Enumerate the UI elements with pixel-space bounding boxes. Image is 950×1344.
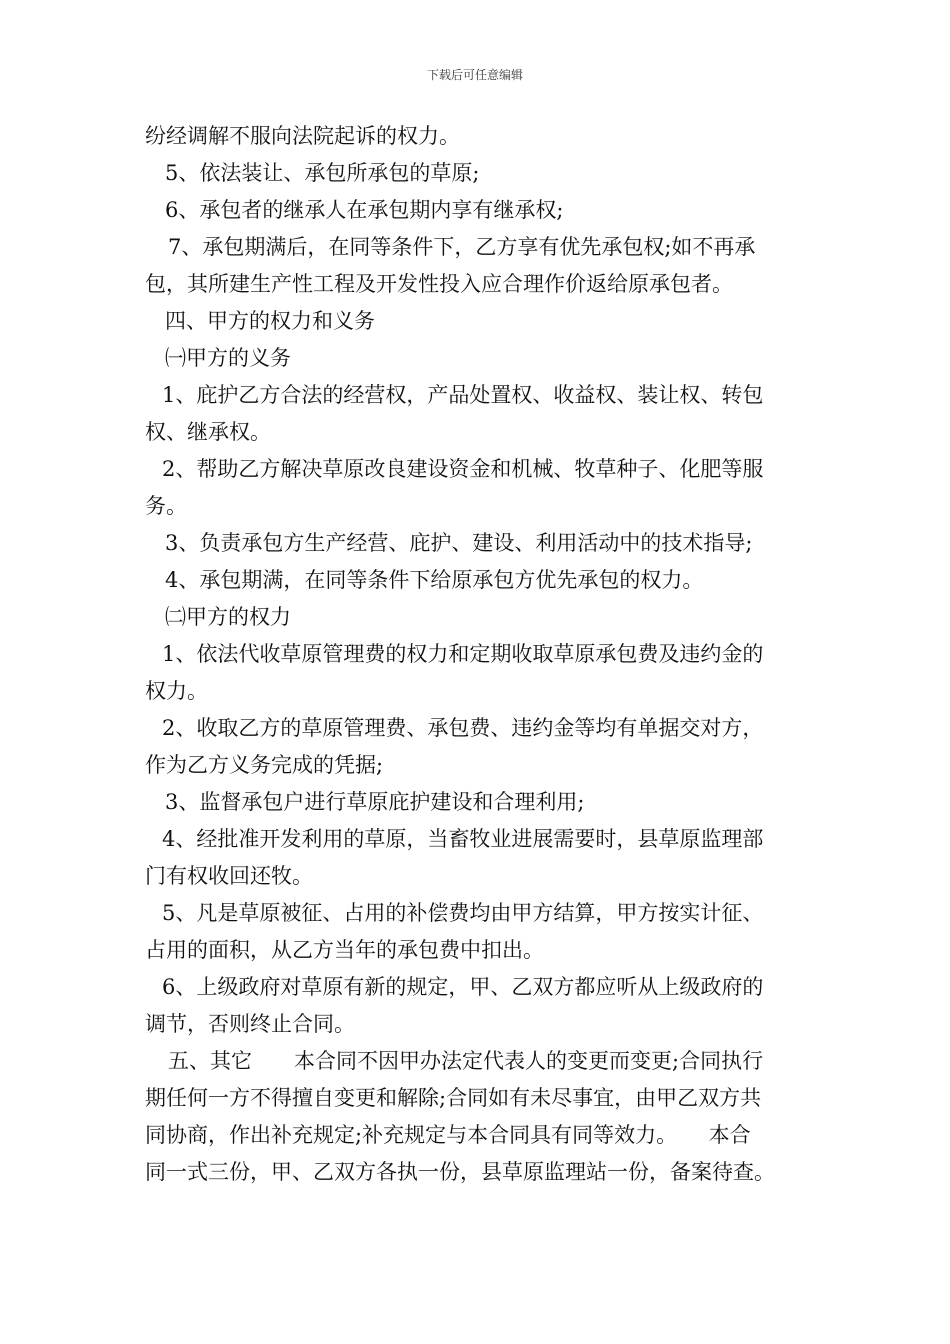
paragraph-line: 权力。: [145, 679, 208, 703]
paragraph-line: 占用的面积，从乙方当年的承包费中扣出。: [145, 938, 544, 962]
paragraph-line: 门有权收回还牧。: [145, 864, 313, 888]
paragraph-line: 5、凡是草原被征、占用的补偿费均由甲方结算，甲方按实计征、: [162, 901, 764, 925]
contract-body: [145, 118, 835, 1191]
paragraph-line: 1、依法代收草原管理费的权力和定期收取草原承包费及违约金的: [162, 642, 764, 666]
paragraph-line: 2、帮助乙方解决草原改良建设资金和机械、牧草种子、化肥等服: [162, 457, 764, 481]
paragraph-line: 4、经批准开发利用的草原，当畜牧业进展需要时，县草原监理部: [162, 827, 764, 851]
paragraph-line: 调节，否则终止合同。: [145, 1012, 355, 1036]
section-heading: 五、其它 本合同不因甲办法定代表人的变更而变更;合同执行: [168, 1049, 764, 1073]
paragraph-line: 4、承包期满，在同等条件下给原承包方优先承包的权力。: [165, 568, 704, 592]
paragraph-line: 同协商，作出补充规定;补充规定与本合同具有同等效力。 本合: [145, 1123, 751, 1147]
paragraph-line: 包，其所建生产性工程及开发性投入应合理作价返给原承包者。: [145, 272, 733, 296]
subsection-heading: ㈠甲方的义务: [165, 346, 291, 370]
paragraph-line: 3、监督承包户进行草原庇护建设和合理利用;: [165, 790, 585, 814]
paragraph-line: 期任何一方不得擅自变更和解除;合同如有未尽事宜，由甲乙双方共: [145, 1086, 762, 1110]
paragraph-line: 务。: [145, 494, 187, 518]
paragraph-line: 5、依法装让、承包所承包的草原;: [165, 161, 480, 185]
paragraph-line: 2、收取乙方的草原管理费、承包费、违约金等均有单据交对方，: [162, 716, 764, 740]
paragraph-line: 7、承包期满后，在同等条件下，乙方享有优先承包权;如不再承: [168, 235, 756, 259]
section-heading: 四、甲方的权力和义务: [165, 309, 375, 333]
paragraph-line: 纷经调解不服向法院起诉的权力。: [145, 124, 460, 148]
paragraph-line: 1、庇护乙方合法的经营权，产品处置权、收益权、装让权、转包: [162, 383, 764, 407]
page-header: 下载后可任意编辑: [426, 68, 523, 82]
paragraph-line: 权、继承权。: [145, 420, 271, 444]
paragraph-line: 6、承包者的继承人在承包期内享有继承权;: [165, 198, 564, 222]
subsection-heading: ㈡甲方的权力: [165, 605, 291, 629]
paragraph-line: 作为乙方义务完成的凭据;: [145, 753, 384, 777]
paragraph-line: 同一式三份，甲、乙双方各执一份，县草原监理站一份，备案待查。: [145, 1160, 775, 1184]
paragraph-line: 6、上级政府对草原有新的规定，甲、乙双方都应听从上级政府的: [162, 975, 764, 999]
paragraph-line: 3、负责承包方生产经营、庇护、建设、利用活动中的技术指导;: [165, 531, 753, 555]
